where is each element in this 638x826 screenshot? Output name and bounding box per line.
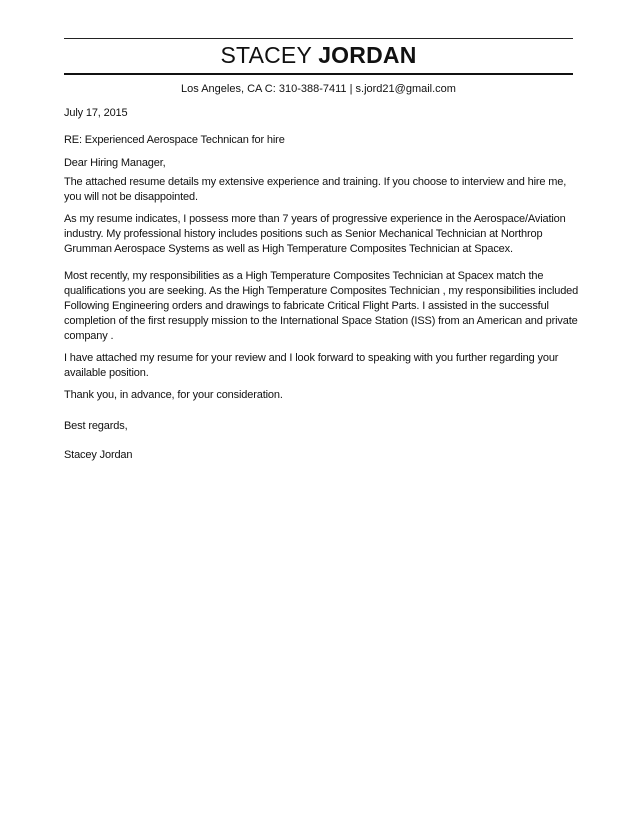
applicant-name [64,41,573,69]
contact-line: Los Angeles, CA C: 310-388-7411 | s.jord21@gmail.com [181,83,456,95]
letter-subject: RE: Experienced Aerospace Technican for hire [64,134,285,146]
letter-date: July 17, 2015 [64,107,128,119]
thanks-line: Thank you, in advance, for your consideration. [64,389,283,401]
header-bottom-rule [64,73,573,75]
first-name: STACEY [220,42,312,68]
closing-line: Best regards, [64,420,128,432]
body-paragraph-3: Most recently, my responsibilities as a High Temperature Composites Technician at Spacex match the qualifications you are seeking. As the High Temperature Composites Technician , my responsibilities included Following Engineering orders and drawings to fabricate Critical Flight Parts. I assisted in the successful completion of the first resupply mission to the International Space Station (ISS) from an American and private company . [64,270,579,342]
header-top-rule [64,38,573,39]
letter-salutation: Dear Hiring Manager, [64,157,166,169]
body-paragraph-1: The attached resume details my extensive experience and training. If you choose to interview and hire me, you will not be disappointed. [64,176,567,203]
body-paragraph-2: As my resume indicates, I possess more than 7 years of progressive experience in the Aerospace/Aviation industry. My professional history includes positions such as Senior Mechanical Technician at Northrop Grumman Aerospace Systems as well as High Temperature Composites Technician at Spacex. [64,213,566,255]
body-paragraph-4: I have attached my resume for your review and I look forward to speaking with you further regarding your available position. [64,352,559,379]
last-name: JORDAN [318,42,417,68]
signature-name: Stacey Jordan [64,449,133,461]
